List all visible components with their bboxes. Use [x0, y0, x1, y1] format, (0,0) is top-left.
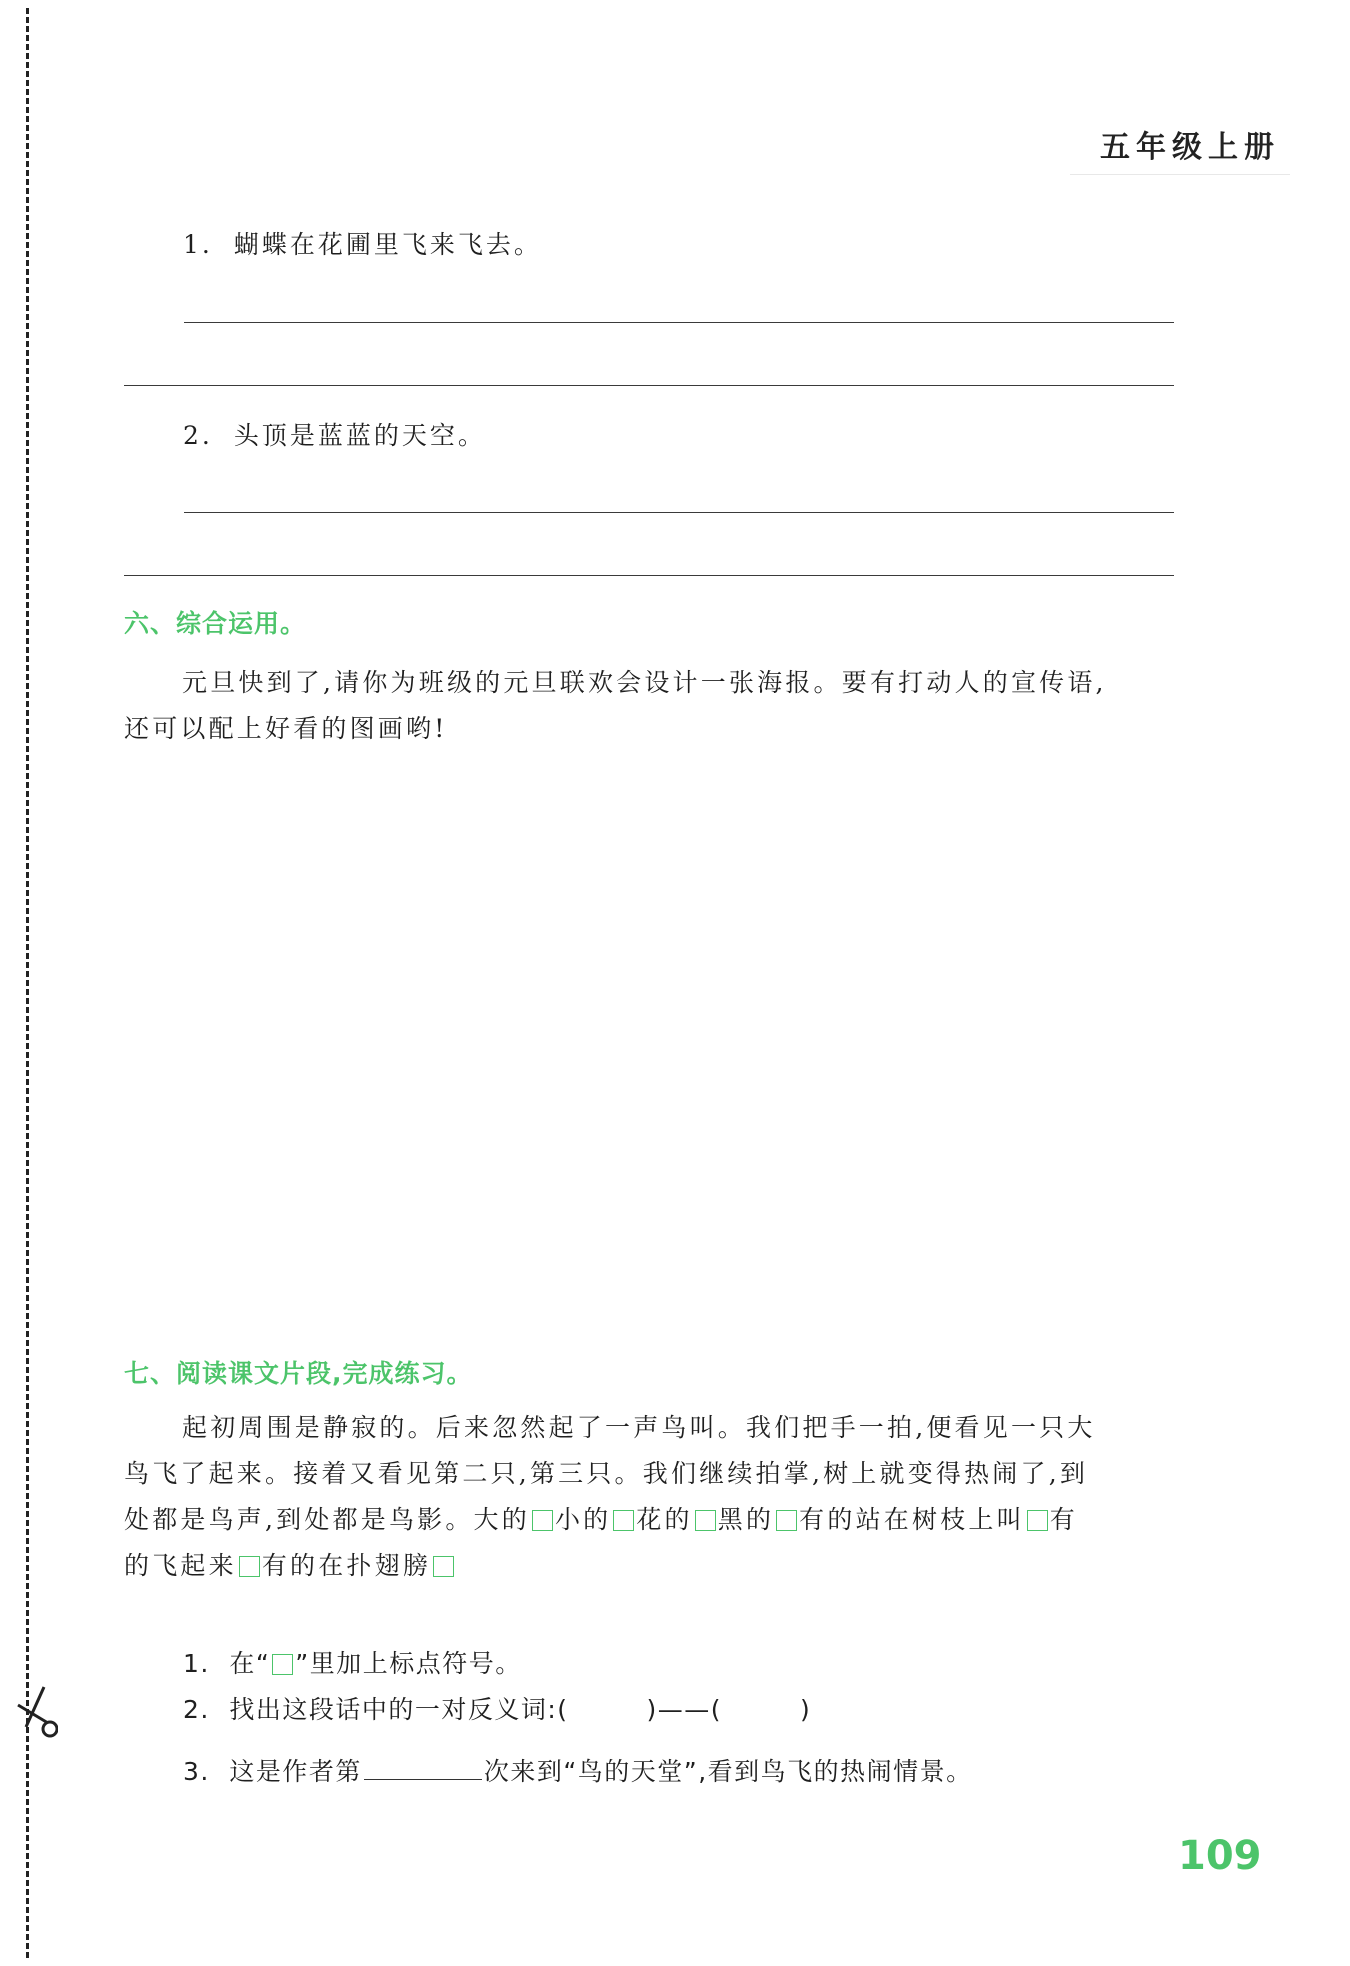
question-number: 2.	[183, 1695, 210, 1724]
passage-line	[124, 1497, 1176, 1543]
question-1	[183, 1644, 522, 1680]
scissors-icon	[14, 1683, 58, 1739]
item-text: 头顶是蓝蓝的天空。	[233, 421, 486, 450]
passage-text: 有	[1049, 1505, 1078, 1534]
passage-line: 鸟飞了起来。接着又看见第二只,第三只。我们继续拍掌,树上就变得热闹了,到	[124, 1459, 1089, 1488]
punctuation-box[interactable]	[433, 1556, 454, 1577]
punctuation-box[interactable]	[776, 1510, 797, 1531]
passage-text: 的飞起来	[124, 1551, 237, 1580]
question-text: ”里加上标点符号。	[295, 1649, 522, 1678]
question-number: 3.	[183, 1757, 210, 1786]
question-text: 找出这段话中的一对反义词:(	[229, 1695, 569, 1724]
answer-line[interactable]	[184, 322, 1174, 323]
question-2	[183, 1690, 811, 1726]
question-text: )	[800, 1695, 812, 1724]
poster-drawing-area[interactable]	[124, 760, 1174, 1320]
answer-line[interactable]	[124, 575, 1174, 576]
passage-text: 有的在扑翅膀	[261, 1551, 432, 1580]
prompt-line: 还可以配上好看的图画哟!	[124, 714, 448, 743]
punctuation-box[interactable]	[532, 1510, 553, 1531]
question-text: 次来到“鸟的天堂”,看到鸟飞的热闹情景。	[483, 1757, 973, 1786]
question-number: 1.	[183, 1649, 210, 1678]
passage-line: 起初周围是静寂的。后来忽然起了一声鸟叫。我们把手一拍,便看见一只大	[182, 1413, 1096, 1442]
passage-text: 黑的	[717, 1505, 775, 1534]
item-number: 2.	[183, 421, 213, 450]
sentence-item-2	[183, 416, 486, 452]
question-3	[183, 1752, 973, 1788]
passage-text: 花的	[636, 1505, 693, 1534]
passage-line	[124, 1543, 1176, 1589]
reading-passage	[124, 1405, 1176, 1589]
punctuation-box[interactable]	[239, 1556, 260, 1577]
prompt-line: 元旦快到了,请你为班级的元旦联欢会设计一张海报。要有打动人的宣传语,	[182, 668, 1107, 697]
section-6-title: 六、综合运用。	[124, 609, 307, 638]
section-6-prompt	[124, 660, 1176, 752]
passage-text: 小的	[554, 1505, 612, 1534]
answer-line[interactable]	[184, 512, 1174, 513]
question-text: 在“	[229, 1649, 271, 1678]
punctuation-box[interactable]	[613, 1510, 634, 1531]
punctuation-box[interactable]	[1027, 1510, 1048, 1531]
punctuation-box-sample	[272, 1654, 293, 1675]
page-number: 109	[1178, 1833, 1262, 1879]
passage-text: 有的站在树枝上叫	[799, 1505, 1025, 1534]
grade-label: 五年级上册	[1070, 116, 1290, 175]
punctuation-box[interactable]	[695, 1510, 716, 1531]
item-number: 1.	[183, 230, 213, 259]
sentence-item-1	[183, 225, 542, 261]
question-text: 这是作者第	[229, 1757, 362, 1786]
item-text: 蝴蝶在花圃里飞来飞去。	[233, 230, 542, 259]
section-7-title: 七、阅读课文片段,完成练习。	[124, 1359, 473, 1388]
question-text: )——(	[646, 1695, 723, 1724]
answer-line[interactable]	[124, 385, 1174, 386]
passage-text: 处都是鸟声,到处都是鸟影。大的	[124, 1505, 530, 1534]
cut-dashed-line	[26, 8, 29, 1958]
fill-blank[interactable]	[364, 1759, 482, 1780]
